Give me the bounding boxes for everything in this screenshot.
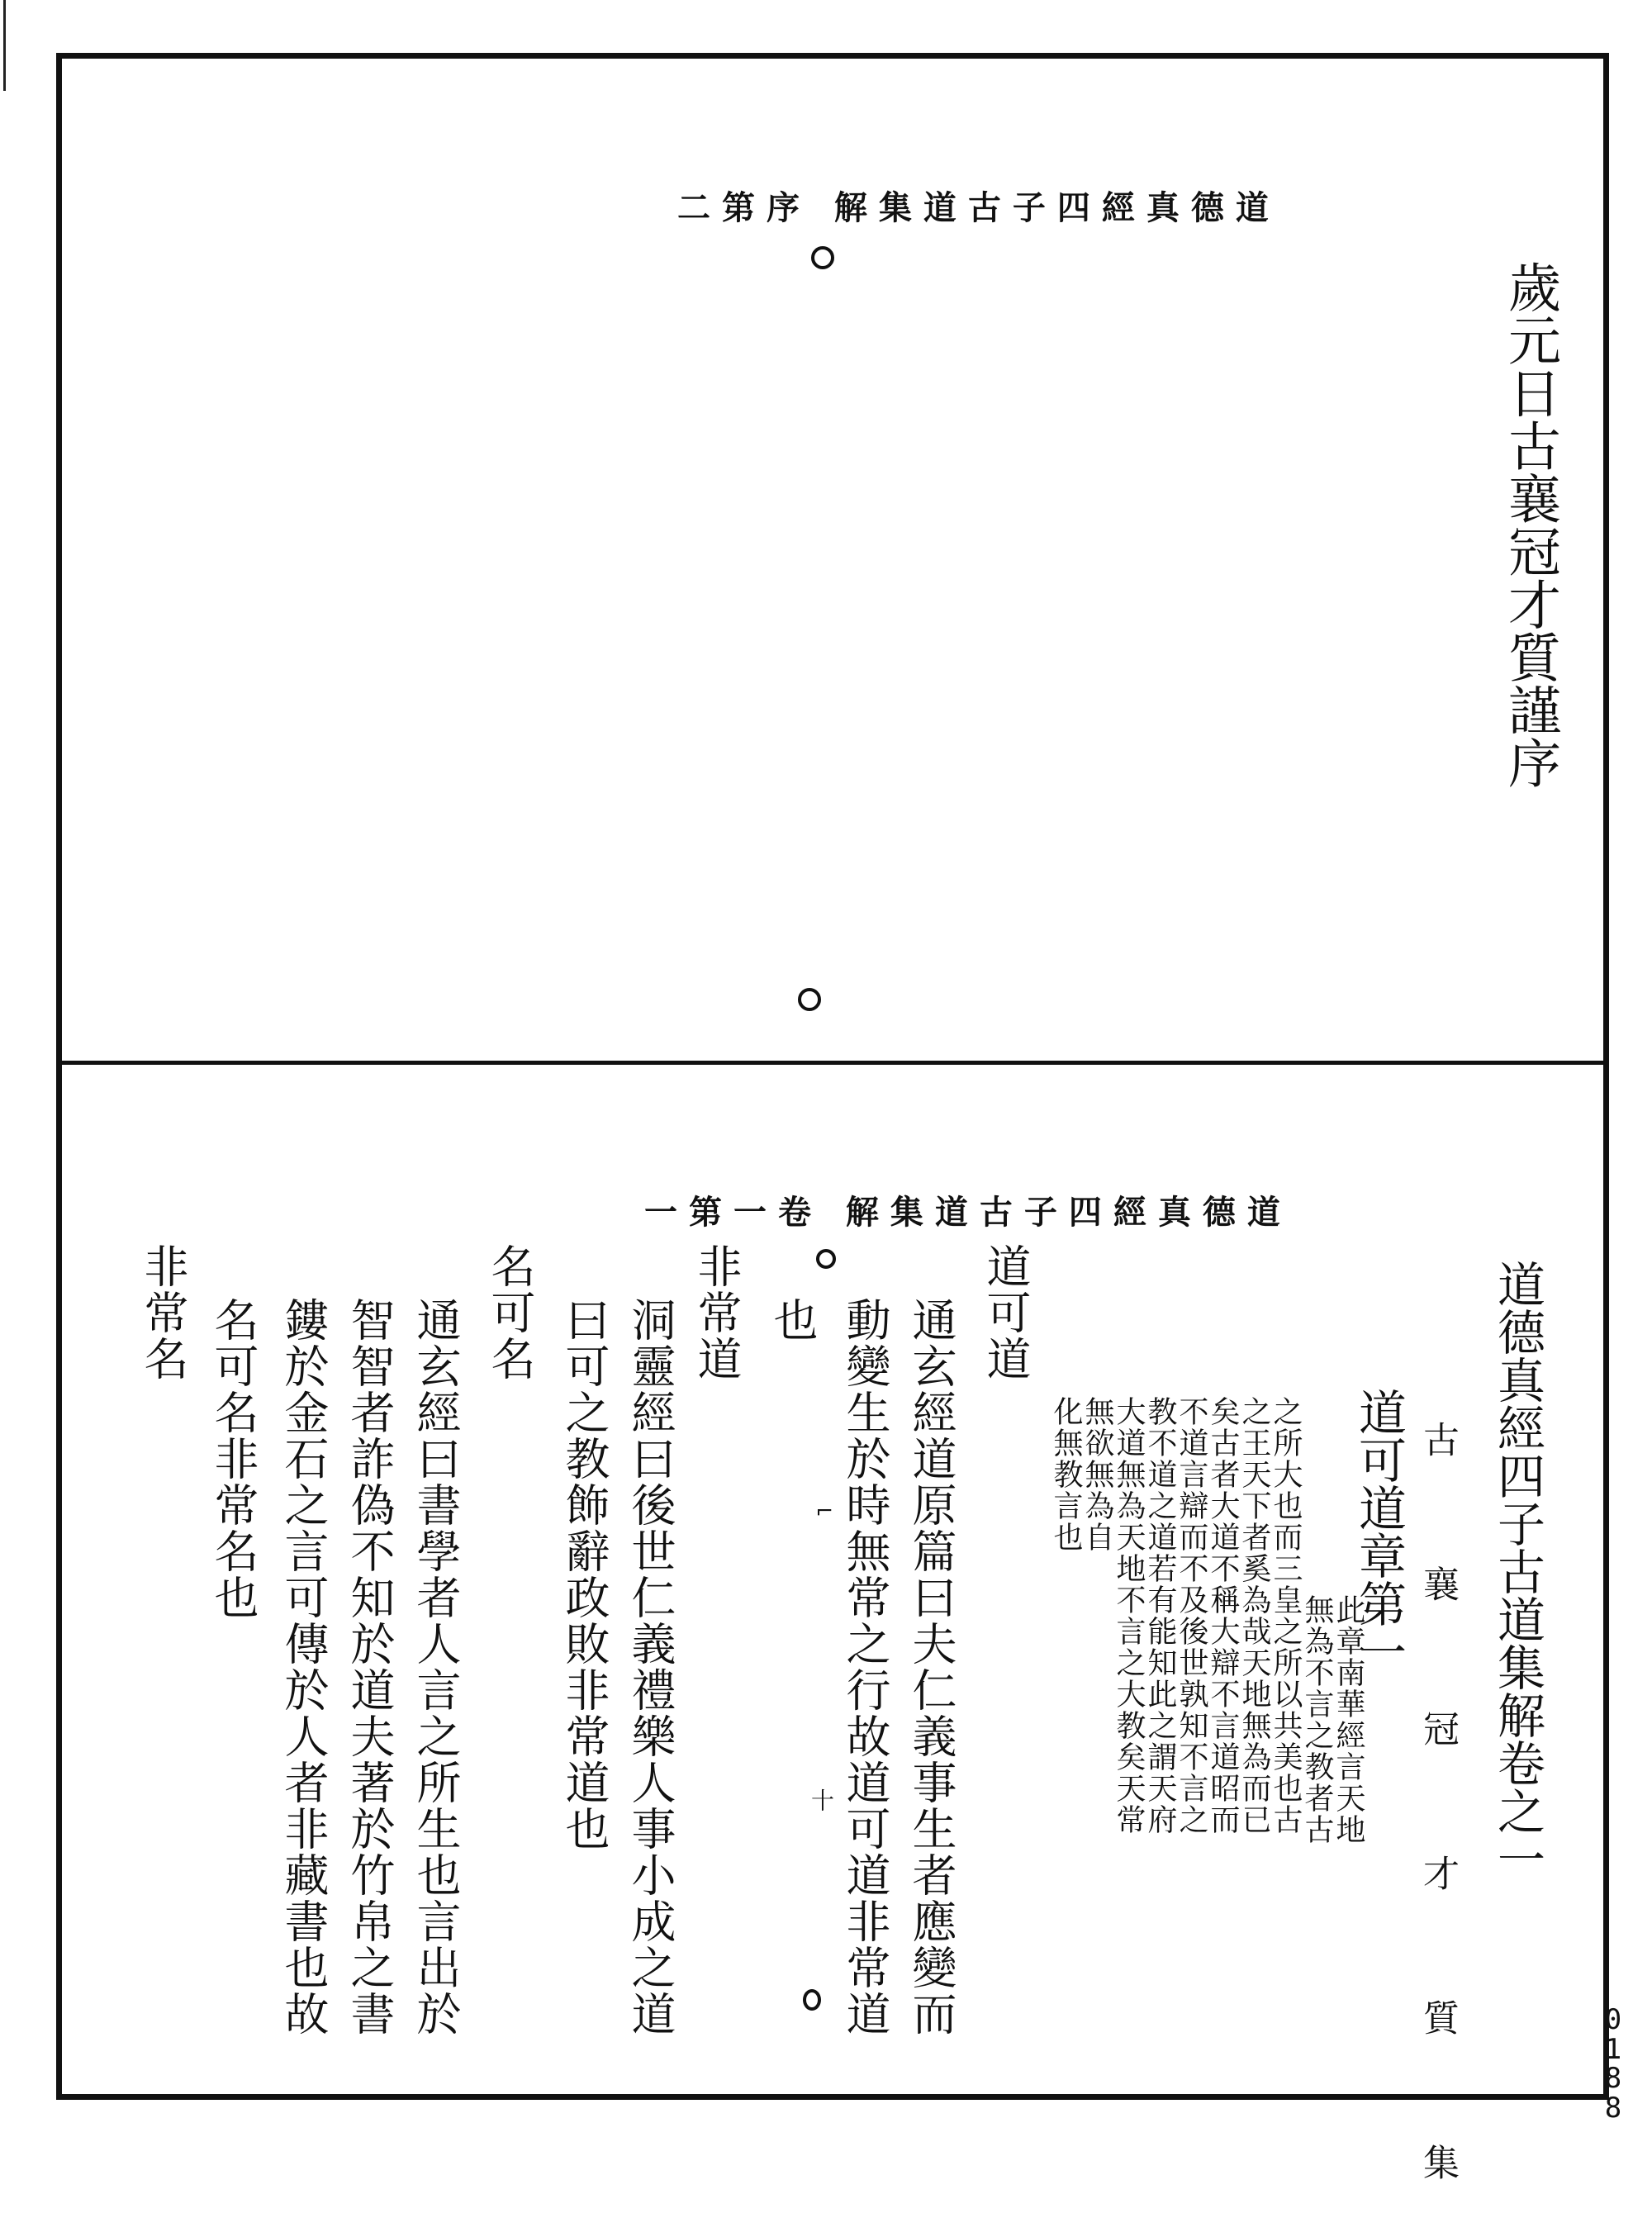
upper-running-header: 道德真經四子古道集解 序第二 [677, 188, 1280, 227]
half-page-divider [56, 1061, 1609, 1065]
punctuation-circle [816, 1249, 836, 1269]
text-col-7: 曰可之教飾辭政敗非常道也 [558, 1297, 610, 1852]
text-col-13: 非常名 [137, 1243, 189, 1382]
chapter-note-col-5: 矣古者大道不稱大辯不言道昭而 [1206, 1396, 1240, 1835]
margin-mark: ⌐ [812, 1499, 837, 1524]
chapter-note-col-10: 化無教言也 [1049, 1396, 1083, 1553]
chapter-note-col-6: 不道言辯而不及後世孰知不言之 [1175, 1396, 1208, 1835]
text-col-12: 名可名非常名也 [207, 1297, 259, 1621]
text-col-5: 非常道 [691, 1243, 743, 1382]
chapter-note-col-1: 此章南華經言天地 [1332, 1594, 1365, 1845]
text-col-2: 通玄經道原篇曰夫仁義事生者應變而 [905, 1297, 957, 2037]
book-title: 道德真經四子古道集解卷之一 [1489, 1260, 1545, 1883]
chapter-note-col-8: 大道無為天地不言之大教矣天常 [1112, 1396, 1146, 1835]
text-col-10: 智智者詐偽不知於道夫著於竹帛之書 [344, 1297, 396, 2037]
text-col-6: 洞靈經曰後世仁義禮樂人事小成之道 [624, 1297, 676, 2037]
preface-signature: 歲元日古襄冠才質謹序 [1499, 260, 1560, 789]
chapter-title: 道可道章第一 [1351, 1388, 1407, 1675]
punctuation-circle [803, 1989, 821, 2011]
margin-mark-ten: 十 [808, 1788, 835, 1812]
text-col-3: 動變生於時無常之行故道可道非常道 [839, 1297, 891, 2037]
text-col-11: 鏤於金石之言可傳於人者非藏書也故 [278, 1297, 330, 2037]
scan-edge-mark [3, 0, 6, 91]
chapter-note-col-3: 之所大也而三皇之所以共美也古 [1269, 1396, 1303, 1835]
punctuation-circle [798, 988, 821, 1011]
chapter-note-col-4: 之王天下者奚為哉天地無為而已 [1237, 1396, 1271, 1835]
chapter-note-col-2: 無為不言之教者古 [1300, 1594, 1334, 1845]
punctuation-circle [811, 246, 834, 269]
text-col-8: 名可名 [484, 1243, 536, 1382]
chapter-note-col-7: 教不道之道若有能知此之謂天府 [1143, 1396, 1177, 1835]
compiler-line: 古 襄 冠 才 質 集 [1417, 1421, 1459, 2213]
page-number: 0188 [1604, 2003, 1622, 2125]
text-col-1: 道可道 [980, 1243, 1032, 1382]
chapter-note-col-9: 無欲無為自 [1080, 1396, 1114, 1553]
text-col-9: 通玄經曰書學者人言之所生也言出於 [410, 1297, 462, 2037]
text-col-4: 也 [767, 1297, 819, 1343]
lower-running-header: 道德真經四子古道集解 卷一第一 [644, 1193, 1292, 1232]
